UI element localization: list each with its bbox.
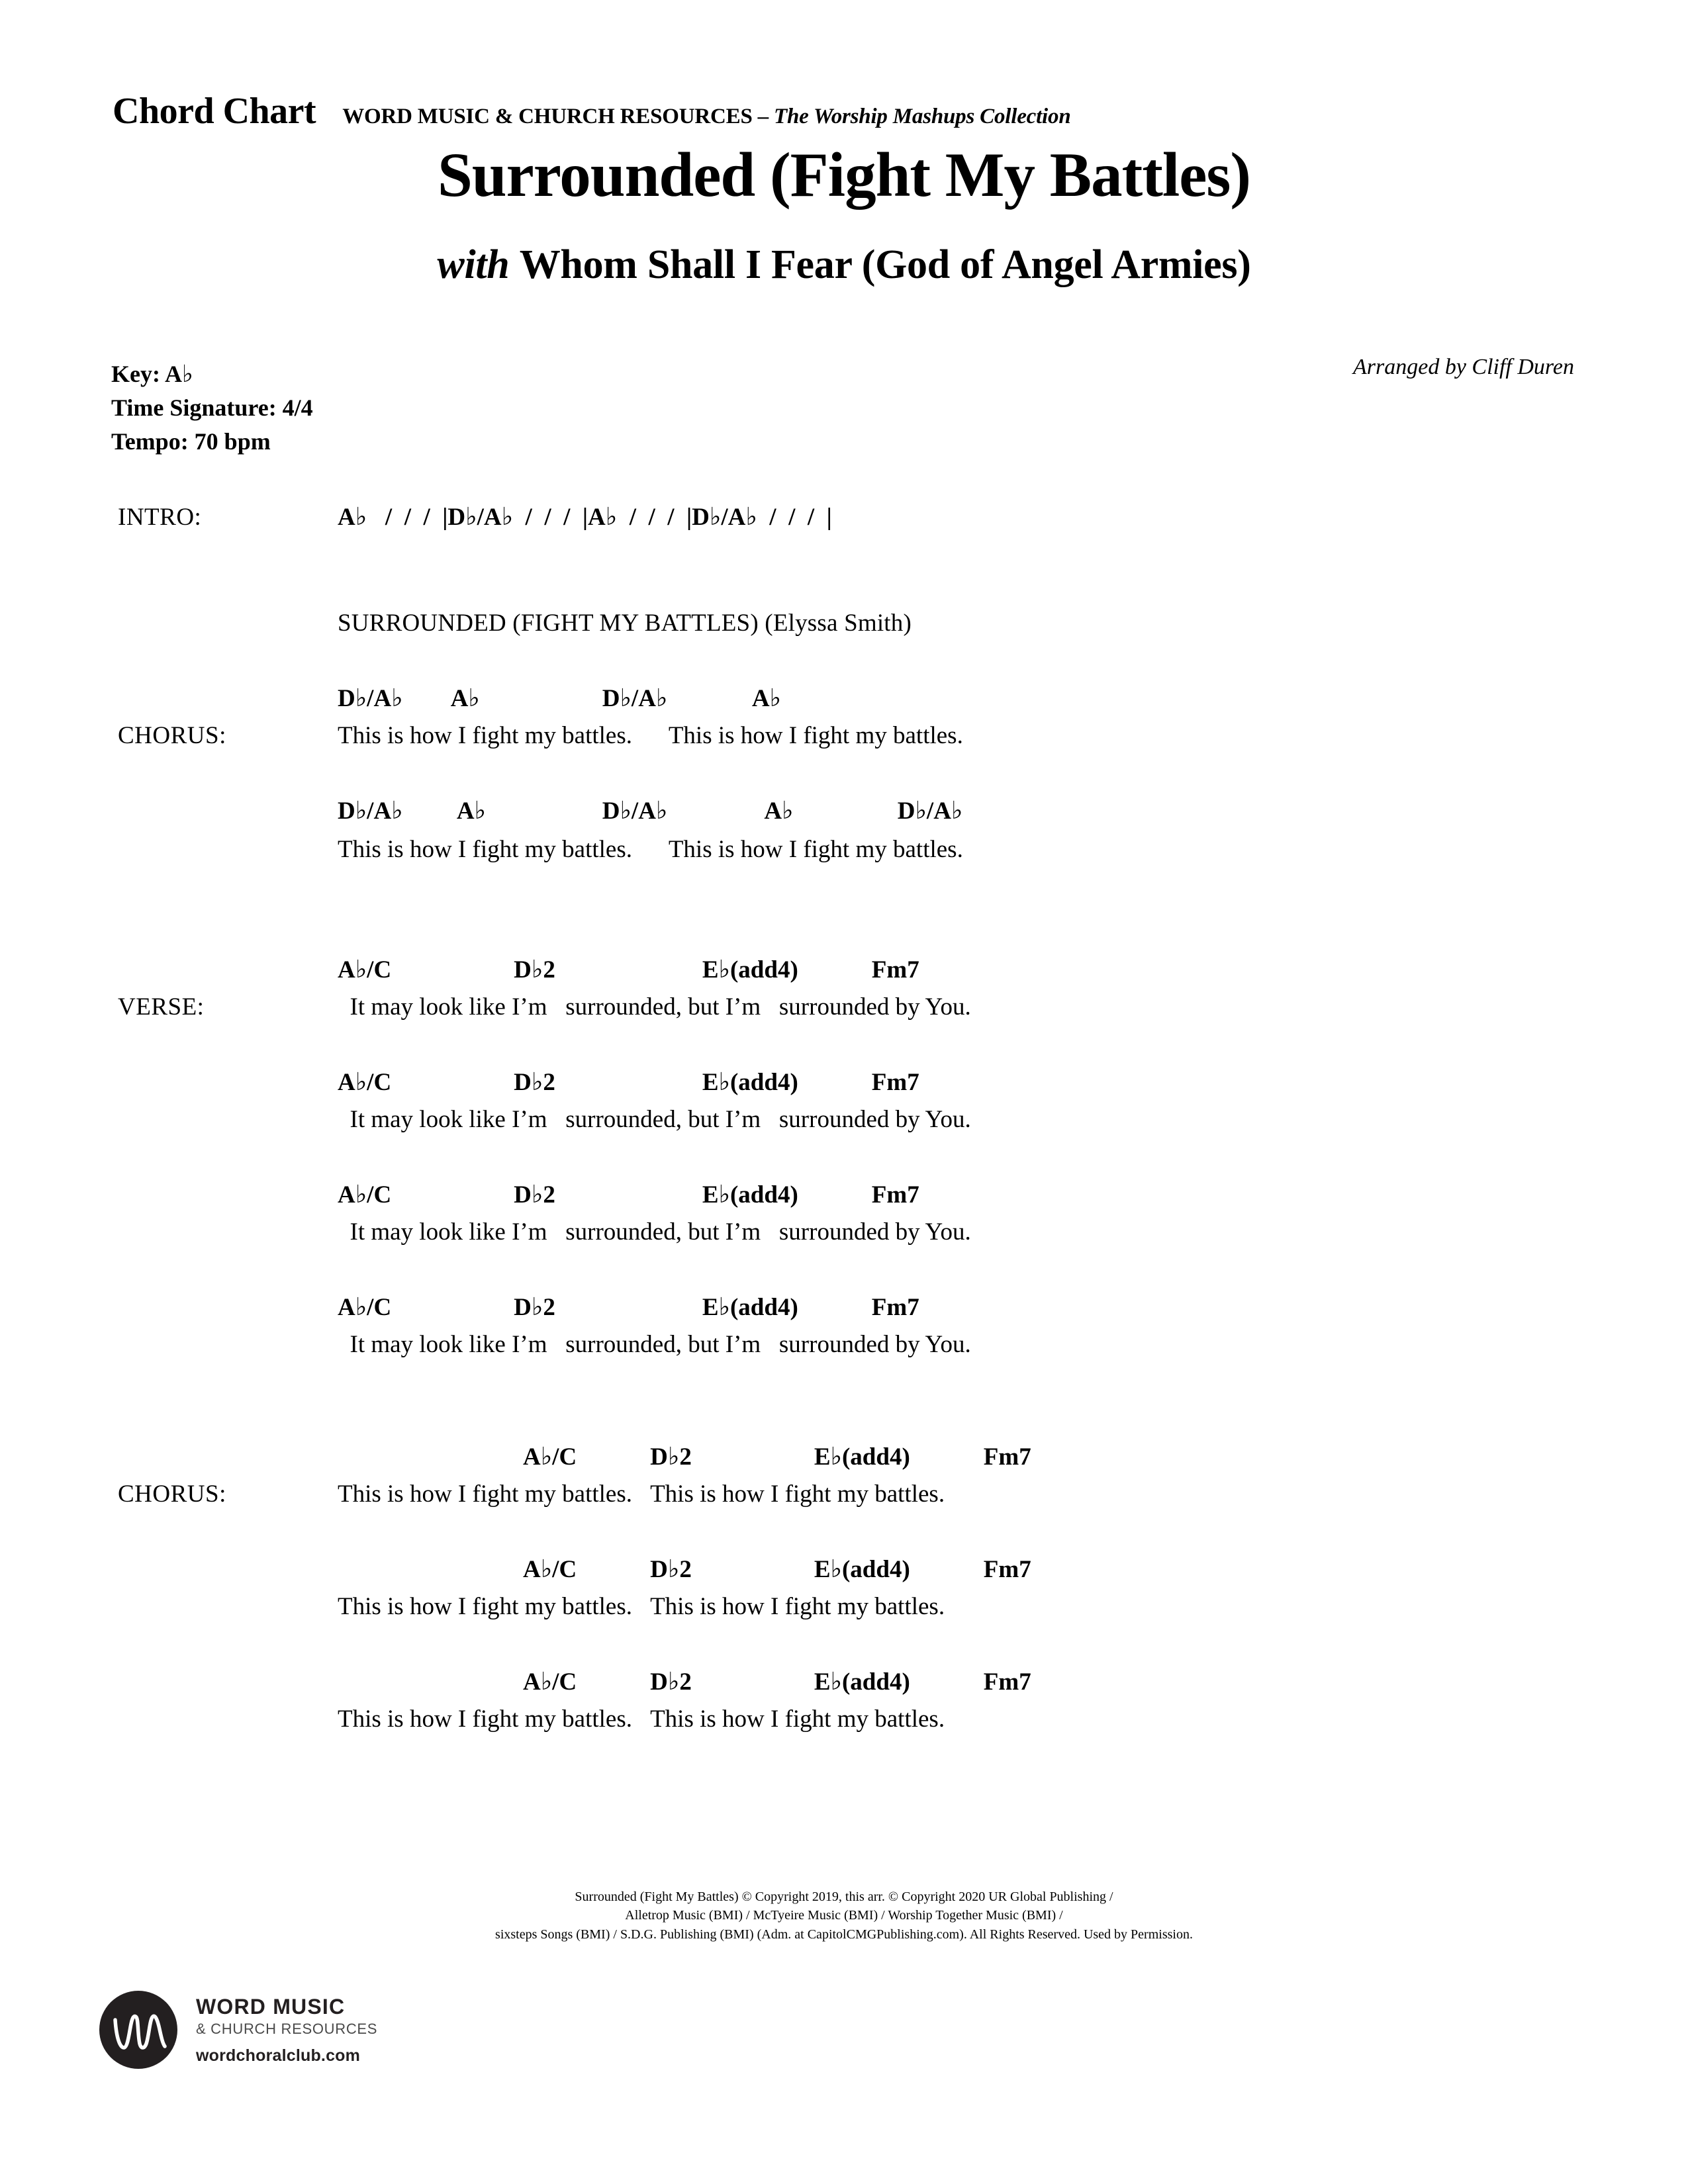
verse4-lyrics: It may look like I’m surrounded, but I’m surrounded by You.	[338, 1331, 971, 1358]
section-label-chorus-2: CHORUS:	[118, 1480, 226, 1508]
copyright-line-3: sixsteps Songs (BMI) / S.D.G. Publishing (BMI) (Adm. at CapitolCMGPublishing.com). All Rights Reserved. Used by Permission.	[495, 1927, 1193, 1942]
verse2-chords: A♭/C D♭2 E♭(add4) Fm7	[338, 1069, 919, 1096]
chorus1-line1-lyrics: This is how I fight my battles. This is how I fight my battles.	[338, 722, 963, 749]
logo-church-resources: & CHURCH RESOURCES	[196, 2020, 378, 2037]
verse4-chords: A♭/C D♭2 E♭(add4) Fm7	[338, 1294, 919, 1321]
verse3-chords: A♭/C D♭2 E♭(add4) Fm7	[338, 1181, 919, 1208]
verse2-lyrics: It may look like I’m surrounded, but I’m surrounded by You.	[338, 1106, 971, 1133]
verse1-lyrics: It may look like I’m surrounded, but I’m surrounded by You.	[338, 993, 971, 1021]
header-row	[113, 90, 1070, 132]
chorus2-line2-lyrics: This is how I fight my battles. This is how I fight my battles.	[338, 1593, 945, 1620]
arranger-credit: Arranged by Cliff Duren	[1353, 355, 1574, 379]
chorus2-line3-lyrics: This is how I fight my battles. This is how I fight my battles.	[338, 1706, 945, 1733]
verse3-lyrics: It may look like I’m surrounded, but I’m surrounded by You.	[338, 1218, 971, 1246]
chord-chart-label: Chord Chart	[113, 91, 316, 132]
logo-website: wordchoralclub.com	[196, 2046, 361, 2065]
time-signature-line: Time Signature: 4/4	[111, 394, 313, 422]
copyright-line-2: Alletrop Music (BMI) / McTyeire Music (BMI) / Worship Together Music (BMI) /	[625, 1908, 1063, 1923]
publisher-name: WORD MUSIC & CHURCH RESOURCES –	[342, 105, 774, 128]
song-subtitle	[0, 242, 1688, 289]
chorus2-line2-chords: A♭/C D♭2 E♭(add4) Fm7	[523, 1556, 1031, 1583]
section-label-intro: INTRO:	[118, 504, 202, 531]
verse1-chords: A♭/C D♭2 E♭(add4) Fm7	[338, 956, 919, 983]
song-section-heading: SURROUNDED (FIGHT MY BATTLES) (Elyssa Smith)	[338, 610, 912, 637]
logo-text-block	[196, 1996, 377, 2064]
chorus2-line1-lyrics: This is how I fight my battles. This is how I fight my battles.	[338, 1480, 945, 1508]
collection-name: The Worship Mashups Collection	[774, 105, 1071, 128]
publisher-line	[342, 105, 1070, 129]
tempo-line: Tempo: 70 bpm	[111, 428, 271, 455]
chorus1-line1-chords: D♭/A♭ A♭ D♭/A♭ A♭	[338, 685, 782, 712]
wm-logo-mark-icon	[99, 1991, 177, 2069]
subtitle-with-word: with	[437, 242, 520, 287]
intro-chord-line: A♭ / / / |D♭/A♭ / / / |A♭ / / / |D♭/A♭ / / / |	[338, 504, 832, 531]
chorus2-line1-chords: A♭/C D♭2 E♭(add4) Fm7	[523, 1443, 1031, 1471]
copyright-block	[0, 1888, 1688, 1944]
word-music-logo	[99, 1991, 377, 2069]
meta-block	[111, 357, 313, 459]
key-line: Key: A♭	[111, 361, 193, 387]
section-label-verse: VERSE:	[118, 993, 205, 1021]
subtitle-mashup-title: Whom Shall I Fear (God of Angel Armies)	[519, 242, 1251, 287]
logo-word-music: WORD MUSIC	[196, 1994, 346, 2019]
section-label-chorus-1: CHORUS:	[118, 722, 226, 749]
chorus2-line3-chords: A♭/C D♭2 E♭(add4) Fm7	[523, 1668, 1031, 1696]
song-title: Surrounded (Fight My Battles)	[437, 140, 1251, 210]
chorus1-line2-lyrics: This is how I fight my battles. This is how I fight my battles.	[338, 836, 963, 863]
copyright-line-1: Surrounded (Fight My Battles) © Copyright 2019, this arr. © Copyright 2020 UR Global Publishing /	[575, 1889, 1113, 1904]
chorus1-line2-chords: D♭/A♭ A♭ D♭/A♭ A♭ D♭/A♭	[338, 797, 963, 825]
